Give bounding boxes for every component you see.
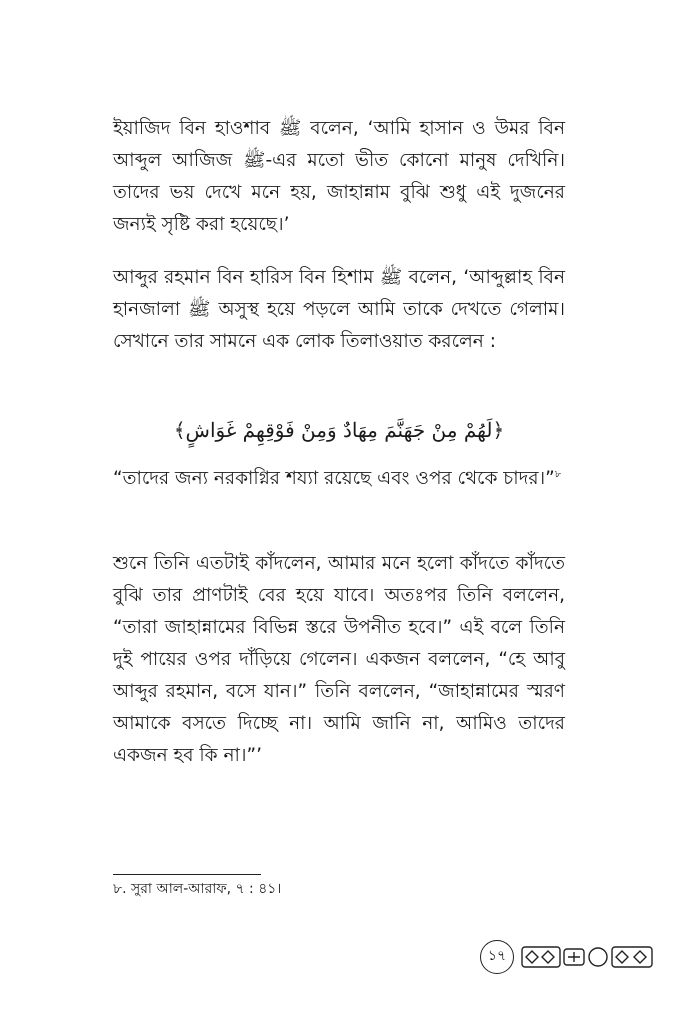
page-footer [480,940,670,976]
paragraph-1: ইয়াজিদ বিন হাওশাব ﷺ বলেন, ‘আমি হাসান ও উমর বিন আব্দুল আজিজ ﷺ-এর মতো ভীত কোনো মানুষ দেখিনি। তাদের ভয় দেখে মনে হয়, জাহান্নাম বুঝি শুধু এই দুজনের জন্যই সৃষ্টি করা হয়েছে।’ [113,118,566,235]
footnote: ৮. সুরা আল-আরাফ, ৭ : ৪১। [113,881,282,897]
paragraph-3-translation [113,463,565,495]
translation-text: “তাদের জন্য নরকাগ্নির শয্যা রয়েছে এবং ওপর থেকে চাদর।” [113,468,555,489]
footnote-reference: ৮ [554,468,562,480]
footnote-divider [113,874,261,875]
quran-verse: ﴿لَهُمْ مِنْ جَهَنَّمَ مِهَادٌ وَمِنْ فَوْقِهِمْ غَوَاشٍ﴾ [173,418,505,442]
paragraph-2: আব্দুর রহমান বিন হারিস বিন হিশাম ﷺ বলেন, ‘আব্দুল্লাহ বিন হানজালা ﷺ অসুস্থ হয়ে পড়লে আমি তাকে দেখতে গেলাম। সেখানে তার সামনে এক লোক তিলাওয়াত করলেন : [113,267,565,352]
decorative-ornament-icon [520,944,656,970]
paragraph-4: শুনে তিনি এতটাই কাঁদলেন, আমার মনে হলো কাঁদতে কাঁদতে বুঝি তার প্রাণটাই বের হয়ে যাবে। অতঃপর তিনি বললেন, “তারা জাহান্নামের বিভিন্ন স্তরে উপনীত হবে।” এই বলে তিনি দুই পায়ের ওপর দাঁড়িয়ে গেলেন। একজন বললেন, “হে আবু আব্দুর রহমান, বসে যান।” তিনি বললেন, “জাহান্নামের স্মরণ আমাকে বসতে দিচ্ছে না। আমি জানি না, আমিও তাদের একজন হব কি না।”’ [113,553,565,766]
page-number: ১৭ [480,940,514,974]
